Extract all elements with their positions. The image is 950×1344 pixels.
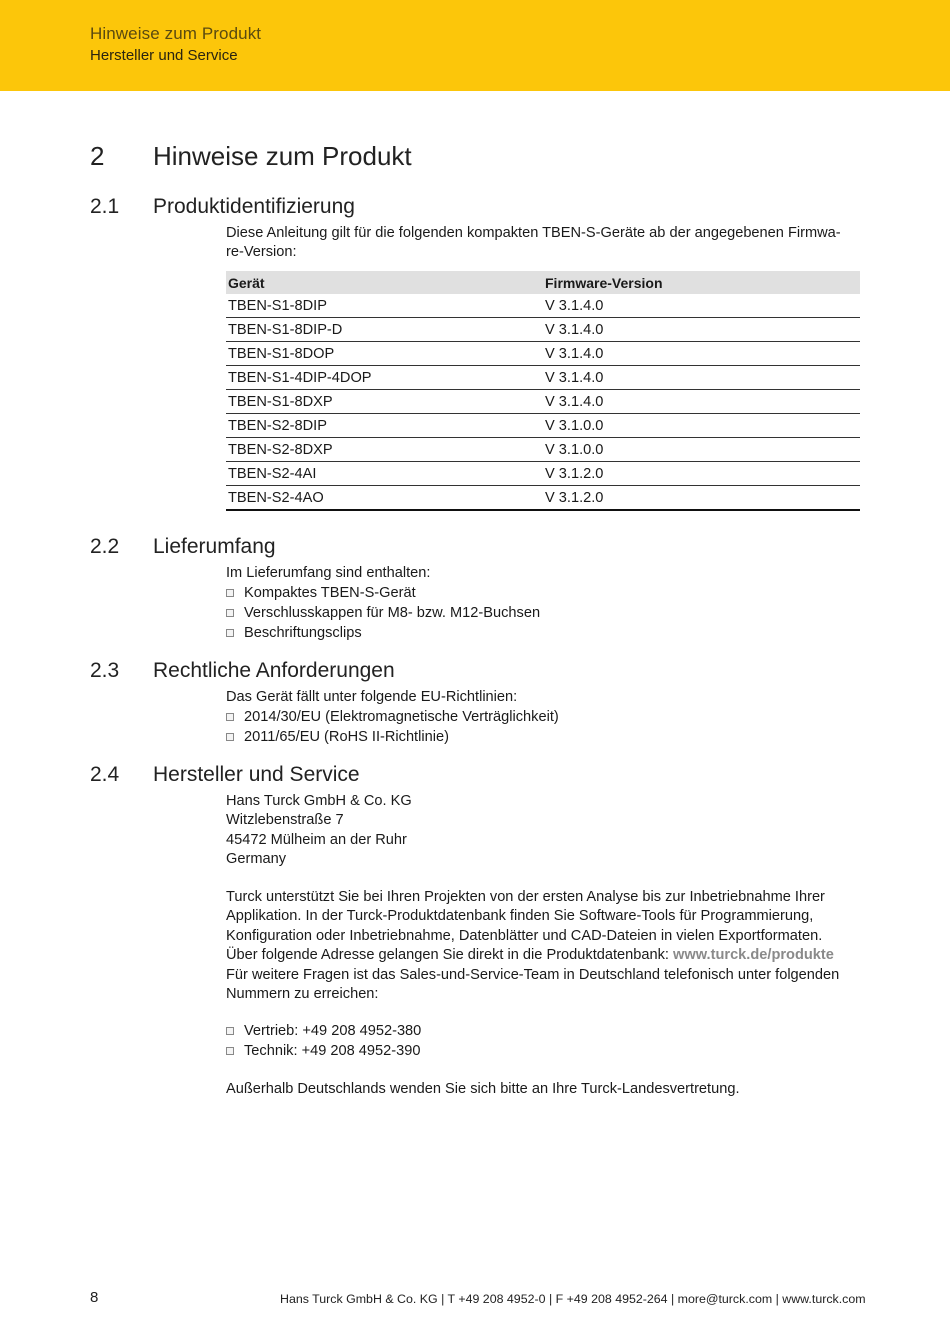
firmware-cell: V 3.1.4.0 [543, 390, 860, 414]
firmware-cell: V 3.1.4.0 [543, 318, 860, 342]
list-item [226, 707, 860, 727]
list-item-text: Kompaktes TBEN-S-Gerät [244, 585, 416, 601]
section-2-2-body [226, 563, 860, 643]
paragraph-line [226, 946, 860, 965]
square-bullet-icon [226, 733, 234, 741]
table-row [226, 462, 860, 486]
table-row [226, 294, 860, 318]
page-number: 8 [90, 1289, 99, 1306]
paragraph-line: Nummern zu erreichen: [226, 986, 379, 1003]
device-cell: TBEN-S1-8DXP [226, 390, 543, 414]
contact-sales: Vertrieb: +49 208 4952-380 [244, 1023, 422, 1039]
section-title: Rechtliche Anforderungen [153, 659, 395, 682]
manufacturer-address [226, 792, 860, 870]
list-item [226, 1021, 860, 1041]
device-cell: TBEN-S1-8DIP [226, 294, 543, 318]
square-bullet-icon [226, 713, 234, 721]
section-heading-2-1 [90, 195, 355, 219]
list-item [226, 603, 860, 623]
footer-contact: Hans Turck GmbH & Co. KG | T +49 208 4952-0 | F +49 208 4952-264 | more@turck.com | www.turck.com [280, 1292, 866, 1306]
table-header-row [226, 271, 860, 294]
section-number: 2.2 [90, 535, 120, 558]
section-title: Hersteller und Service [153, 763, 360, 786]
link-prefix: Über folgende Adresse gelangen Sie direkt in die Produktdatenbank: [226, 947, 674, 964]
section-number: 2.1 [90, 195, 120, 218]
chapter-heading [90, 141, 412, 172]
list-item-text: Beschriftungsclips [244, 625, 362, 641]
list-item [226, 1041, 860, 1061]
table-row [226, 438, 860, 462]
device-cell: TBEN-S2-4AO [226, 486, 543, 511]
square-bullet-icon [226, 589, 234, 597]
section-intro: Das Gerät fällt unter folgende EU-Richtlinien: [226, 689, 518, 705]
square-bullet-icon [226, 609, 234, 617]
list-item [226, 727, 860, 747]
section-title: Produktidentifizierung [153, 195, 355, 218]
header-subtitle: Hersteller und Service [90, 47, 238, 64]
section-heading-2-3 [90, 659, 395, 683]
intro-line: re-Version: [226, 244, 297, 261]
firmware-cell: V 3.1.0.0 [543, 414, 860, 438]
closing-text: Außerhalb Deutschlands wenden Sie sich bitte an Ihre Turck-Landesvertretung. [226, 1081, 740, 1097]
firmware-table [226, 271, 860, 511]
contact-technical: Technik: +49 208 4952-390 [244, 1043, 421, 1059]
chapter-number: 2 [90, 141, 105, 171]
section-number: 2.3 [90, 659, 120, 682]
section-intro: Im Lieferumfang sind enthalten: [226, 565, 431, 581]
square-bullet-icon [226, 629, 234, 637]
section-number: 2.4 [90, 763, 120, 786]
address-line: Germany [226, 851, 287, 868]
table-row [226, 486, 860, 511]
table-row [226, 366, 860, 390]
column-header-firmware: Firmware-Version [543, 271, 860, 294]
list-item [226, 623, 860, 643]
device-cell: TBEN-S2-4AI [226, 462, 543, 486]
section-2-1-intro [226, 224, 860, 263]
table-row [226, 318, 860, 342]
device-cell: TBEN-S1-4DIP-4DOP [226, 366, 543, 390]
table-row [226, 414, 860, 438]
delivery-list [226, 583, 860, 643]
list-item-text: Verschlusskappen für M8- bzw. M12-Buchsen [244, 605, 541, 621]
paragraph-line: Turck unterstützt Sie bei Ihren Projekten von der ersten Analyse bis zur Inbetriebnahme Ihrer [226, 889, 825, 905]
list-item [226, 583, 860, 603]
chapter-title: Hinweise zum Produkt [153, 141, 412, 171]
section-title: Lieferumfang [153, 535, 276, 558]
service-paragraph [226, 888, 860, 1004]
list-item-text: 2011/65/EU (RoHS II-Richtlinie) [244, 729, 449, 745]
square-bullet-icon [226, 1027, 234, 1035]
table-row [226, 342, 860, 366]
list-item-text: 2014/30/EU (Elektromagnetische Verträglichkeit) [244, 709, 559, 725]
product-database-link[interactable]: www.turck.de/produkte [673, 947, 834, 964]
square-bullet-icon [226, 1047, 234, 1055]
header-title: Hinweise zum Produkt [90, 24, 262, 43]
device-cell: TBEN-S2-8DXP [226, 438, 543, 462]
column-header-device: Gerät [226, 271, 543, 294]
address-line: 45472 Mülheim an der Ruhr [226, 831, 407, 848]
firmware-cell: V 3.1.0.0 [543, 438, 860, 462]
contact-list-container [226, 1021, 860, 1061]
device-cell: TBEN-S2-8DIP [226, 414, 543, 438]
table-row [226, 390, 860, 414]
firmware-cell: V 3.1.2.0 [543, 462, 860, 486]
device-cell: TBEN-S1-8DOP [226, 342, 543, 366]
address-line: Hans Turck GmbH & Co. KG [226, 793, 412, 809]
paragraph-line: Konfiguration oder Inbetriebnahme, Datenblätter und CAD-Dateien in vielen Exportformaten. [226, 927, 823, 944]
intro-line: Diese Anleitung gilt für die folgenden kompakten TBEN-S-Geräte ab der angegebenen Firmwa- [226, 225, 841, 241]
section-heading-2-4 [90, 763, 360, 787]
firmware-cell: V 3.1.2.0 [543, 486, 860, 511]
firmware-cell: V 3.1.4.0 [543, 342, 860, 366]
firmware-cell: V 3.1.4.0 [543, 294, 860, 318]
paragraph-line: Applikation. In der Turck-Produktdatenbank finden Sie Software-Tools für Programmierung, [226, 908, 814, 925]
device-cell: TBEN-S1-8DIP-D [226, 318, 543, 342]
paragraph-line: Für weitere Fragen ist das Sales-und-Service-Team in Deutschland telefonisch unter folgenden [226, 966, 840, 983]
header-band [0, 0, 950, 91]
address-line: Witzlebenstraße 7 [226, 812, 344, 829]
firmware-cell: V 3.1.4.0 [543, 366, 860, 390]
section-2-3-body [226, 687, 860, 747]
contact-list [226, 1021, 860, 1061]
section-heading-2-2 [90, 535, 276, 559]
directive-list [226, 707, 860, 747]
